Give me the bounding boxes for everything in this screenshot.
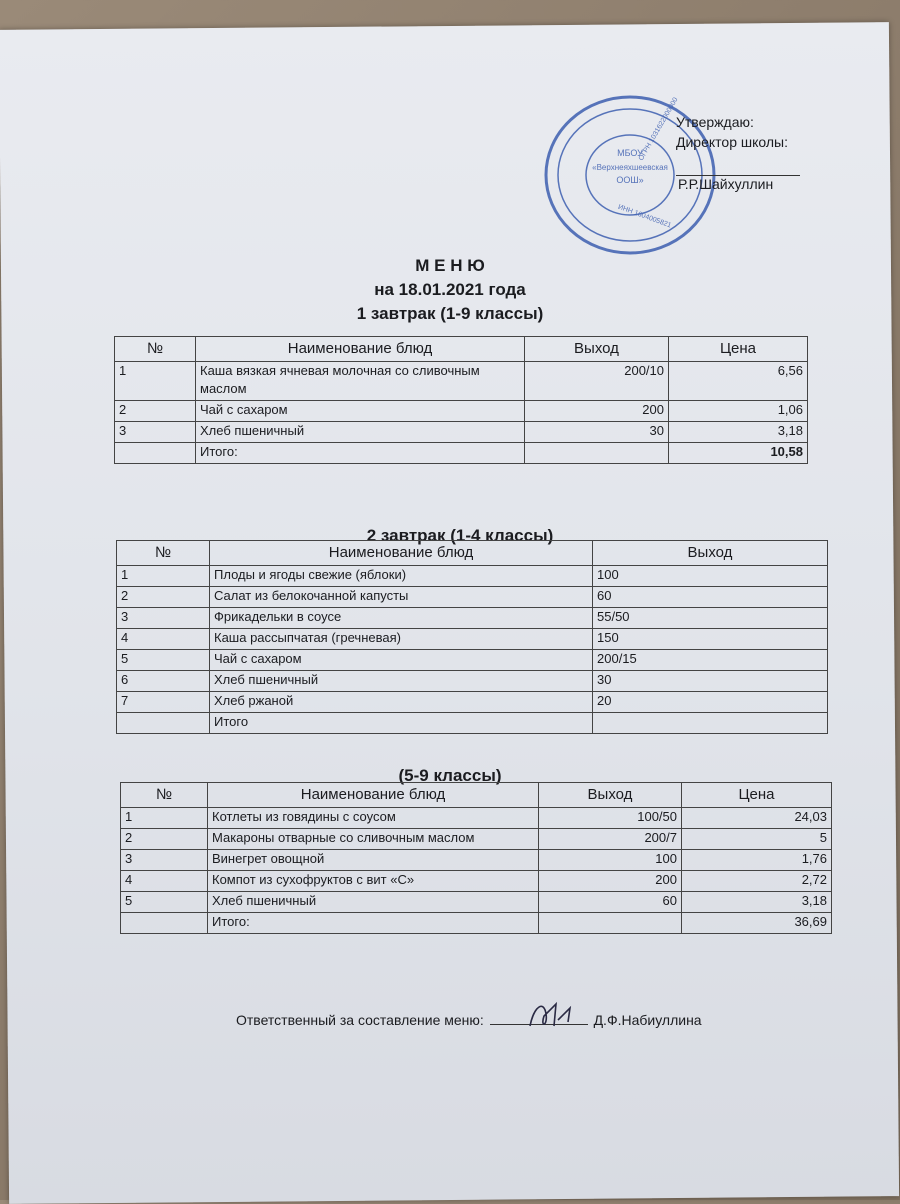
handwritten-signature: [500, 996, 610, 1036]
approval-line-1: Утверждаю:: [676, 114, 754, 130]
breakfast1-table: [114, 336, 808, 464]
col-yield: Выход: [525, 337, 669, 362]
stamp-text-4: ИНН 1604005821: [616, 203, 673, 230]
table-row: 7 Хлеб ржаной 20: [117, 692, 828, 713]
row-dish: Каша вязкая ячневая молочная со сливочным маслом: [196, 362, 525, 401]
total-value: 10,58: [669, 443, 808, 464]
stamp-text-2: ООШ»: [616, 175, 644, 185]
stamp-text-3: ОГРН 1031622000000: [637, 96, 680, 162]
col-name: Наименование блюд: [210, 541, 593, 566]
col-yield: Выход: [593, 541, 828, 566]
total-row: [115, 443, 808, 464]
total-row: [117, 713, 828, 734]
row-price: 3,18: [669, 422, 808, 443]
breakfast2-table: [116, 540, 828, 734]
table-row: 5 Хлеб пшеничный 60 3,18: [121, 892, 832, 913]
table-row: 3 Фрикадельки в соусе 55/50: [117, 608, 828, 629]
table-row: 4 Компот из сухофруктов с вит «С» 200 2,72: [121, 871, 832, 892]
col-name: Наименование блюд: [208, 783, 539, 808]
col-price: Цена: [669, 337, 808, 362]
col-number: №: [117, 541, 210, 566]
total-value: 36,69: [682, 913, 832, 934]
table-row: 5 Чай с сахаром 200/15: [117, 650, 828, 671]
section3-heading: (5-9 классы): [398, 766, 502, 785]
total-label: Итого:: [196, 443, 525, 464]
stamp-text-1: «Верхнеяхшеевская: [592, 163, 668, 172]
col-number: №: [115, 337, 196, 362]
menu-title: М Е Н Ю: [415, 256, 485, 275]
director-name: Р.Р.Шайхуллин: [678, 176, 774, 192]
col-yield: Выход: [539, 783, 682, 808]
col-price: Цена: [682, 783, 832, 808]
total-label: Итого: [210, 713, 593, 734]
lunch-table: [120, 782, 832, 934]
section1-heading: 1 завтрак (1-9 классы): [356, 304, 544, 323]
approval-line-2: Директор школы:: [676, 134, 788, 150]
row-yield: 30: [525, 422, 669, 443]
table-row: [115, 362, 808, 401]
row-price: 1,06: [669, 401, 808, 422]
table-row: 4 Каша рассыпчатая (гречневая) 150: [117, 629, 828, 650]
responsible-line: [236, 1012, 702, 1028]
responsible-label: Ответственный за составление меню:: [236, 1012, 484, 1028]
row-yield: 200: [525, 401, 669, 422]
responsible-name: Д.Ф.Набиуллина: [593, 1012, 702, 1028]
table-row: [115, 422, 808, 443]
stamp-text-0: МБОУ: [617, 148, 643, 158]
col-number: №: [121, 783, 208, 808]
row-dish: Хлеб пшеничный: [196, 422, 525, 443]
table-row: 2 Макароны отварные со сливочным маслом 200/7 5: [121, 829, 832, 850]
row-price: 6,56: [669, 362, 808, 401]
menu-date: на 18.01.2021 года: [374, 280, 526, 299]
total-label: Итого:: [208, 913, 539, 934]
section2-heading: 2 завтрак (1-4 классы): [366, 526, 554, 545]
row-number: 3: [115, 422, 196, 443]
row-dish: Чай с сахаром: [196, 401, 525, 422]
table-row: 6 Хлеб пшеничный 30: [117, 671, 828, 692]
col-name: Наименование блюд: [196, 337, 525, 362]
total-row: [121, 913, 832, 934]
approval-block: [676, 112, 788, 192]
table-row: [115, 401, 808, 422]
table-row: 3 Винегрет овощной 100 1,76: [121, 850, 832, 871]
table-row: 1 Котлеты из говядины с соусом 100/50 24,03: [121, 808, 832, 829]
row-yield: 200/10: [525, 362, 669, 401]
table-row: 2 Салат из белокочанной капусты 60: [117, 587, 828, 608]
table-row: 1 Плоды и ягоды свежие (яблоки) 100: [117, 566, 828, 587]
row-number: 1: [115, 362, 196, 401]
row-number: 2: [115, 401, 196, 422]
